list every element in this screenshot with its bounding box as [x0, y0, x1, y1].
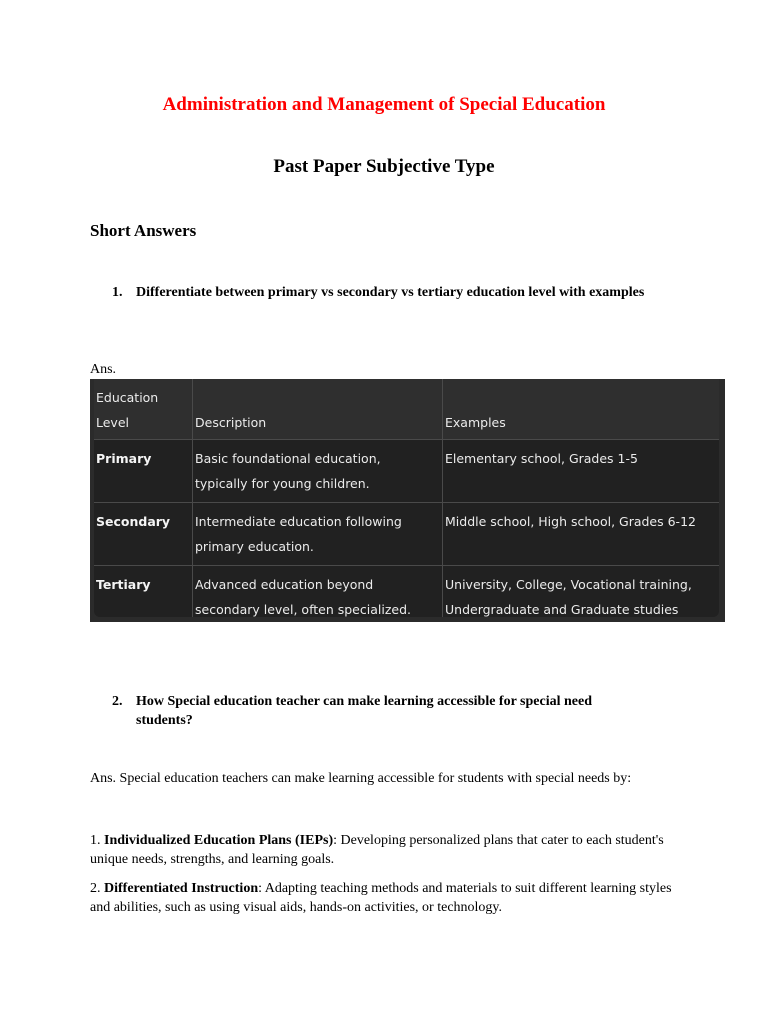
point-term: Individualized Education Plans (IEPs) — [104, 833, 334, 848]
table-container — [94, 379, 719, 617]
table-header-row — [94, 379, 719, 440]
answer-point-2 — [90, 879, 680, 917]
answer-point-1 — [90, 831, 680, 869]
cell-examples: University, College, Vocational training, Undergraduate and Graduate studies — [445, 577, 692, 617]
document-subtitle: Past Paper Subjective Type — [273, 156, 495, 177]
education-levels-table-image — [90, 379, 725, 622]
cell-level: Tertiary — [94, 566, 193, 618]
header-examples: Examples — [443, 379, 720, 440]
table-row — [94, 440, 719, 503]
answer-intro: Ans. Special education teachers can make learning accessible for students with special needs by: — [90, 771, 632, 786]
cell-examples: Elementary school, Grades 1-5 — [443, 440, 720, 503]
cell-level: Primary — [94, 440, 193, 503]
section-heading: Short Answers — [90, 221, 197, 240]
cell-level: Secondary — [94, 503, 193, 566]
cell-examples: Middle school, High school, Grades 6-12 — [443, 503, 720, 566]
question-text: How Special education teacher can make learning accessible for special need students? — [136, 694, 592, 728]
header-education-level: Education Level — [94, 379, 193, 440]
question-1 — [112, 283, 652, 302]
header-description: Description — [193, 379, 443, 440]
document-title: Administration and Management of Special Education — [162, 94, 606, 115]
cell-description: Advanced education beyond secondary level, often specialized. — [193, 566, 443, 618]
table-row — [94, 566, 719, 618]
question-2 — [112, 692, 652, 730]
table-row — [94, 503, 719, 566]
cell-description: Basic foundational education, typically for young children. — [193, 440, 443, 503]
education-levels-table — [94, 379, 719, 617]
point-term: Differentiated Instruction — [104, 881, 259, 896]
point-text: : Developing personalized plans that cater to each student's unique needs, strengths, and learning goals. — [90, 833, 664, 867]
answer-label: Ans. — [90, 362, 117, 377]
point-number: 2. — [90, 881, 104, 896]
point-number: 1. — [90, 833, 104, 848]
cell-description: Intermediate education following primary education. — [193, 503, 443, 566]
point-text: : Adapting teaching methods and materials to suit different learning styles and abilities, such as using visual aids, hands-on activities, or technology. — [90, 881, 672, 915]
question-number: 2. — [112, 694, 123, 709]
question-text: Differentiate between primary vs secondary vs tertiary education level with examples — [136, 285, 645, 300]
question-number: 1. — [112, 285, 123, 300]
